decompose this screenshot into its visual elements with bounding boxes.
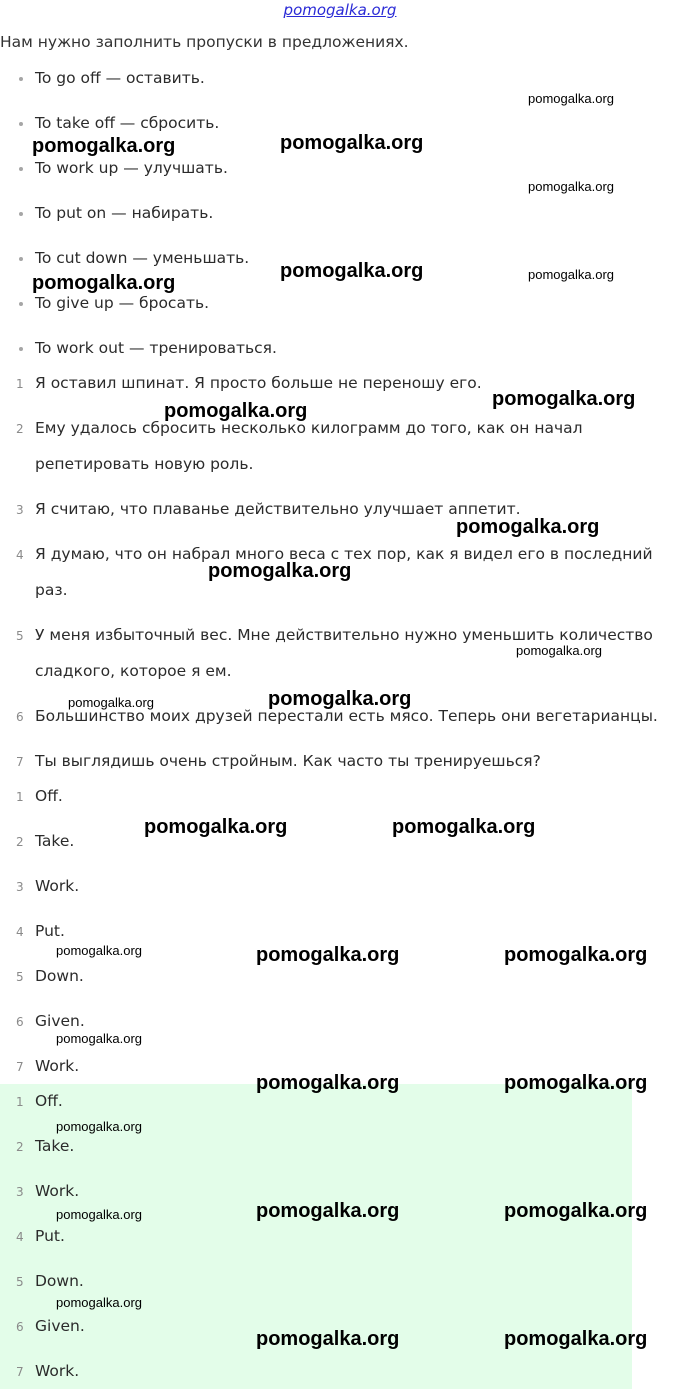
item-number: 5 [16,629,24,643]
item-number: 3 [16,503,24,517]
watermark-text: pomogalka.org [280,260,424,282]
item-number: 2 [16,835,24,849]
intro-text: Нам нужно заполнить пропуски в предложениях. [0,33,409,51]
answer-text: Work. [35,877,80,895]
translation-text: Ты выглядишь очень стройным. Как часто ты тренируешься? [35,752,541,770]
item-number: 1 [16,377,24,391]
watermark-text: pomogalka.org [56,943,142,958]
watermark-text: pomogalka.org [32,135,176,157]
item-number: 3 [16,880,24,894]
translation-text: Я оставил шпинат. Я просто больше не переношу его. [35,374,482,392]
site-watermark-header: pomogalka.org [283,1,397,19]
item-number: 7 [16,1060,24,1074]
watermark-text: pomogalka.org [528,179,614,194]
phrasal-verb-text: To put on — набирать. [35,204,214,222]
item-number: 7 [16,1365,24,1379]
translation-text: Большинство моих друзей перестали есть мясо. Теперь они вегетарианцы. [35,707,658,725]
watermark-text: pomogalka.org [32,272,176,294]
item-number: 6 [16,710,24,724]
translation-text: Я считаю, что плаванье действительно улучшает аппетит. [35,500,521,518]
watermark-text: pomogalka.org [144,816,288,838]
watermark-text: pomogalka.org [504,1328,648,1350]
item-number: 6 [16,1015,24,1029]
bullet-icon [19,122,23,126]
bullet-icon [19,257,23,261]
answer-text: Down. [35,1272,84,1290]
item-number: 1 [16,790,24,804]
item-number: 4 [16,548,24,562]
watermark-text: pomogalka.org [256,1072,400,1094]
phrasal-verb-text: To take off — сбросить. [35,114,220,132]
item-number: 1 [16,1095,24,1109]
translation-text: сладкого, которое я ем. [35,662,232,680]
watermark-text: pomogalka.org [504,944,648,966]
watermark-text: pomogalka.org [56,1207,142,1222]
watermark-text: pomogalka.org [492,388,636,410]
answer-text: Down. [35,967,84,985]
answer-text: Work. [35,1182,80,1200]
watermark-text: pomogalka.org [56,1295,142,1310]
translation-text: раз. [35,581,68,599]
answer-text: Work. [35,1362,80,1380]
item-number: 2 [16,422,24,436]
watermark-text: pomogalka.org [208,560,352,582]
answer-text: Given. [35,1317,85,1335]
watermark-text: pomogalka.org [392,816,536,838]
watermark-text: pomogalka.org [256,1328,400,1350]
watermark-text: pomogalka.org [256,944,400,966]
item-number: 5 [16,970,24,984]
translation-text: Ему удалось сбросить несколько килограмм до того, как он начал [35,419,583,437]
answer-text: Off. [35,1092,63,1110]
watermark-text: pomogalka.org [280,132,424,154]
bullet-icon [19,167,23,171]
phrasal-verb-text: To work out — тренироваться. [35,339,277,357]
answer-text: Put. [35,922,65,940]
phrasal-verb-text: To go off — оставить. [35,69,205,87]
bullet-icon [19,347,23,351]
item-number: 7 [16,755,24,769]
item-number: 4 [16,925,24,939]
watermark-text: pomogalka.org [68,695,154,710]
watermark-text: pomogalka.org [268,688,412,710]
phrasal-verb-text: To cut down — уменьшать. [35,249,250,267]
item-number: 6 [16,1320,24,1334]
watermark-text: pomogalka.org [56,1031,142,1046]
watermark-text: pomogalka.org [56,1119,142,1134]
item-number: 5 [16,1275,24,1289]
watermark-text: pomogalka.org [164,400,308,422]
answer-text: Take. [35,832,75,850]
phrasal-verb-text: To give up — бросать. [35,294,210,312]
answer-text: Work. [35,1057,80,1075]
watermark-text: pomogalka.org [256,1200,400,1222]
bullet-icon [19,302,23,306]
answer-text: Off. [35,787,63,805]
item-number: 3 [16,1185,24,1199]
watermark-text: pomogalka.org [516,643,602,658]
watermark-text: pomogalka.org [528,91,614,106]
watermark-text: pomogalka.org [504,1072,648,1094]
item-number: 4 [16,1230,24,1244]
translation-text: репетировать новую роль. [35,455,254,473]
answer-text: Take. [35,1137,75,1155]
answer-text: Given. [35,1012,85,1030]
watermark-text: pomogalka.org [528,267,614,282]
answer-text: Put. [35,1227,65,1245]
bullet-icon [19,77,23,81]
watermark-text: pomogalka.org [456,516,600,538]
item-number: 2 [16,1140,24,1154]
bullet-icon [19,212,23,216]
translation-text: У меня избыточный вес. Мне действительно нужно уменьшить количество [35,626,653,644]
phrasal-verb-text: To work up — улучшать. [35,159,228,177]
watermark-text: pomogalka.org [504,1200,648,1222]
translation-text: Я думаю, что он набрал много веса с тех пор, как я видел его в последний [35,545,653,563]
